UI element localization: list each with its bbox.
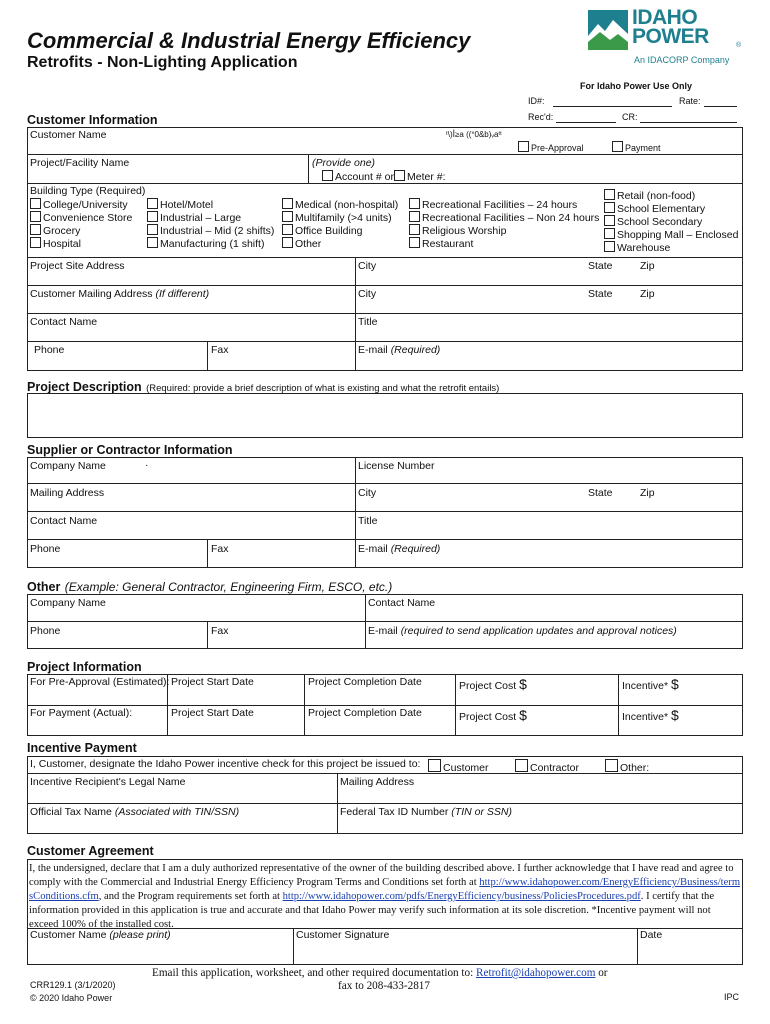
supplier-dot-mark: ·: [145, 459, 149, 471]
project-description-field[interactable]: [27, 393, 743, 438]
supplier-fax-label: Fax: [211, 543, 229, 555]
building-type-checkbox[interactable]: [147, 198, 158, 209]
supplier-phone-label: Phone: [30, 543, 61, 555]
building-type-option[interactable]: School Secondary: [604, 215, 702, 228]
incentive-payment-heading: Incentive Payment: [27, 741, 137, 755]
mailing-city-label: City: [358, 288, 377, 300]
building-type-checkbox[interactable]: [409, 237, 420, 248]
building-type-checkbox[interactable]: [147, 224, 158, 235]
building-type-checkbox[interactable]: [409, 198, 420, 209]
building-type-checkbox[interactable]: [409, 211, 420, 222]
building-type-option[interactable]: Recreational Facilities – 24 hours: [409, 198, 577, 211]
office-use-title: For Idaho Power Use Only: [580, 81, 693, 91]
issue-customer-checkbox[interactable]: [428, 759, 441, 772]
footer-fax-line: fax to 208-433-2817: [338, 980, 430, 992]
building-type-checkbox[interactable]: [409, 224, 420, 235]
office-id-line[interactable]: [553, 106, 672, 107]
logo-line1: IDAHO: [632, 6, 698, 29]
pre-completion-label: Project Completion Date: [308, 676, 422, 688]
pre-incentive-label: Incentive* $: [622, 676, 679, 692]
site-state-label: State: [588, 260, 613, 272]
supplier-title-label: Title: [358, 515, 378, 527]
building-type-checkbox[interactable]: [30, 198, 41, 209]
office-cr-line[interactable]: [640, 122, 737, 123]
office-rate-label: Rate:: [679, 96, 701, 106]
building-type-checkbox[interactable]: [282, 198, 293, 209]
building-type-option[interactable]: Multifamily (>4 units): [282, 211, 392, 224]
ipc-label: IPC: [724, 992, 740, 1002]
building-type-checkbox[interactable]: [604, 241, 615, 252]
building-type-option[interactable]: Recreational Facilities – Non 24 hours: [409, 211, 599, 224]
copyright: © 2020 Idaho Power: [30, 993, 113, 1003]
building-type-option[interactable]: Grocery: [30, 224, 80, 237]
signature-label: Customer Signature: [296, 929, 390, 941]
idaho-power-logo: [588, 8, 748, 70]
building-type-option[interactable]: Restaurant: [409, 237, 473, 250]
building-type-checkbox[interactable]: [604, 215, 615, 226]
pay-incentive-label: Incentive* $: [622, 707, 679, 723]
agreement-text: I, the undersigned, declare that I am a duly authorized representative of the owner of the building described above. I further acknowledge that I have read and agree to comply with the Commercial and Industrial Energy Efficiency Program Terms and Conditions set forth at http://www.idahopower.com/EnergyEfficiency/Business/termsConditions.cfm, and the Program requirements set forth at http://www.idahopower.com/pdfs/EnergyEfficiency/business/PoliciesProcedures.pdf. I certify that the information provided in this application is true and accurate and that Idaho Power may verify such information at its sole discretion. *Incentive payment will not exceed 100% of the installed cost.: [29, 863, 741, 930]
contact-name-label: Contact Name: [30, 316, 98, 328]
building-type-checkbox[interactable]: [147, 237, 158, 248]
building-type-option[interactable]: Hotel/Motel: [147, 198, 213, 211]
recipient-mailing-label: Mailing Address: [340, 776, 415, 788]
site-address-label: Project Site Address: [30, 260, 125, 272]
office-cr-label: CR:: [622, 112, 638, 122]
policies-link[interactable]: http://www.idahopower.com/pdfs/EnergyEfficiency/business/PoliciesProcedures.pdf: [282, 891, 641, 902]
building-type-option[interactable]: School Elementary: [604, 202, 705, 215]
preapproval-row-label: For Pre-Approval (Estimated):: [30, 676, 170, 688]
mailing-zip-label: Zip: [640, 288, 655, 300]
building-type-option[interactable]: Manufacturing (1 shift): [147, 237, 264, 250]
contact-title-label: Title: [358, 316, 378, 328]
date-label: Date: [640, 929, 663, 941]
building-type-option[interactable]: Religious Worship: [409, 224, 506, 237]
supplier-contact-label: Contact Name: [30, 515, 98, 527]
pay-start-date-label: Project Start Date: [171, 707, 254, 719]
terms-link[interactable]: http://www.idahopower.com/EnergyEfficiency/Business/termsConditions.cfm: [29, 877, 741, 902]
recipient-name-label: Incentive Recipient's Legal Name: [30, 776, 186, 788]
other-fax-label: Fax: [211, 625, 229, 637]
account-option[interactable]: Account # or: [322, 170, 394, 183]
payment-checkbox[interactable]: [612, 141, 623, 152]
other-email-label: E-mail (required to send application updates and approval notices): [368, 625, 677, 637]
building-type-option[interactable]: College/University: [30, 198, 128, 211]
building-type-option[interactable]: Medical (non-hospital): [282, 198, 398, 211]
building-type-checkbox[interactable]: [604, 202, 615, 213]
meter-checkbox[interactable]: [394, 170, 405, 181]
office-id-label: ID#:: [528, 96, 545, 106]
handwritten-scribble: ᵗ\)ꟾ≥a ((ᐢ0&b)ᵥaᵗᵗ: [446, 130, 502, 139]
other-contact-label: Contact Name: [368, 597, 436, 609]
building-type-option[interactable]: Warehouse: [604, 241, 670, 254]
supplier-email-label: E-mail (Required): [358, 543, 441, 555]
pre-start-date-label: Project Start Date: [171, 676, 254, 688]
building-type-checkbox[interactable]: [147, 211, 158, 222]
supplier-company-label: Company Name: [30, 460, 106, 472]
other-company-label: Company Name: [30, 597, 106, 609]
building-type-option[interactable]: Convenience Store: [30, 211, 132, 224]
logo-registered: ®: [736, 42, 742, 49]
building-type-option[interactable]: Retail (non-food): [604, 189, 695, 202]
agreement-customer-name-label: Customer Name (please print): [30, 929, 171, 941]
payment-option[interactable]: Payment: [612, 141, 661, 153]
mailing-address-label: Customer Mailing Address (If different): [30, 288, 210, 300]
pre-approval-checkbox[interactable]: [518, 141, 529, 152]
office-recd-label: Rec'd:: [528, 112, 554, 122]
email-label: E-mail (Required): [358, 344, 441, 356]
building-type-option[interactable]: Industrial – Large: [147, 211, 241, 224]
site-city-label: City: [358, 260, 377, 272]
supplier-license-label: License Number: [358, 460, 435, 472]
issue-to-customer[interactable]: Customer: [428, 759, 489, 774]
issue-to-contractor[interactable]: Contractor: [515, 759, 579, 774]
retrofit-email-link[interactable]: Retrofit@idahopower.com: [476, 967, 596, 979]
tax-id-label: Federal Tax ID Number (TIN or SSN): [340, 806, 512, 818]
agreement-heading: Customer Agreement: [27, 844, 154, 858]
office-rate-line[interactable]: [704, 106, 737, 107]
issue-contractor-checkbox[interactable]: [515, 759, 528, 772]
logo-line2: POWER: [632, 25, 709, 48]
building-type-checkbox[interactable]: [282, 224, 293, 235]
building-type-checkbox[interactable]: [30, 224, 41, 235]
issue-to-other[interactable]: Other:: [605, 759, 649, 774]
pay-completion-label: Project Completion Date: [308, 707, 422, 719]
provide-one-label: (Provide one): [312, 157, 376, 169]
building-type-checkbox[interactable]: [30, 237, 41, 248]
building-type-checkbox[interactable]: [604, 189, 615, 200]
building-type-checkbox[interactable]: [282, 211, 293, 222]
building-type-option[interactable]: Shopping Mall – Enclosed: [604, 228, 738, 241]
supplier-heading: Supplier or Contractor Information: [27, 443, 233, 457]
other-heading: Other (Example: General Contractor, Engineering Firm, ESCO, etc.): [27, 580, 393, 594]
project-info-heading: Project Information: [27, 660, 142, 674]
building-type-checkbox[interactable]: [282, 237, 293, 248]
building-type-checkbox[interactable]: [30, 211, 41, 222]
pre-cost-label: Project Cost $: [459, 676, 527, 692]
building-type-option[interactable]: Office Building: [282, 224, 363, 237]
form-title: Commercial & Industrial Energy Efficiency: [27, 28, 471, 53]
building-type-label: Building Type (Required): [30, 185, 146, 197]
tax-name-label: Official Tax Name (Associated with TIN/SSN): [30, 806, 240, 818]
meter-option[interactable]: Meter #:: [394, 170, 446, 183]
pre-approval-option[interactable]: Pre-Approval: [518, 141, 584, 153]
office-recd-line[interactable]: [556, 122, 616, 123]
pay-cost-label: Project Cost $: [459, 707, 527, 723]
project-facility-label: Project/Facility Name: [30, 157, 130, 169]
other-phone-label: Phone: [30, 625, 61, 637]
footer-email-line: Email this application, worksheet, and other required documentation to: Retrofit@idahopower.com or: [152, 967, 608, 979]
form-subtitle: Retrofits - Non-Lighting Application: [27, 54, 298, 71]
building-type-checkbox[interactable]: [604, 228, 615, 239]
supplier-mailing-label: Mailing Address: [30, 487, 105, 499]
designate-label: I, Customer, designate the Idaho Power incentive check for this project be issued to:: [30, 758, 421, 770]
building-type-option[interactable]: Other: [282, 237, 321, 250]
supplier-state-label: State: [588, 487, 613, 499]
customer-name-label: Customer Name: [30, 129, 107, 141]
supplier-zip-label: Zip: [640, 487, 655, 499]
building-type-option[interactable]: Hospital: [30, 237, 81, 250]
site-zip-label: Zip: [640, 260, 655, 272]
phone-label: Phone: [34, 344, 65, 356]
account-checkbox[interactable]: [322, 170, 333, 181]
payment-row-label: For Payment (Actual):: [30, 707, 133, 719]
building-type-option[interactable]: Industrial – Mid (2 shifts): [147, 224, 274, 237]
form-code: CRR129.1 (3/1/2020): [30, 980, 116, 990]
mailing-state-label: State: [588, 288, 613, 300]
supplier-city-label: City: [358, 487, 377, 499]
logo-tagline: An IDACORP Company: [634, 55, 730, 65]
customer-info-heading: Customer Information: [27, 113, 158, 127]
fax-label: Fax: [211, 344, 229, 356]
logo-mountain-icon: [588, 10, 628, 50]
issue-other-checkbox[interactable]: [605, 759, 618, 772]
project-description-heading: Project Description (Required: provide a brief description of what is existing and what the retrofit entails): [27, 380, 500, 394]
